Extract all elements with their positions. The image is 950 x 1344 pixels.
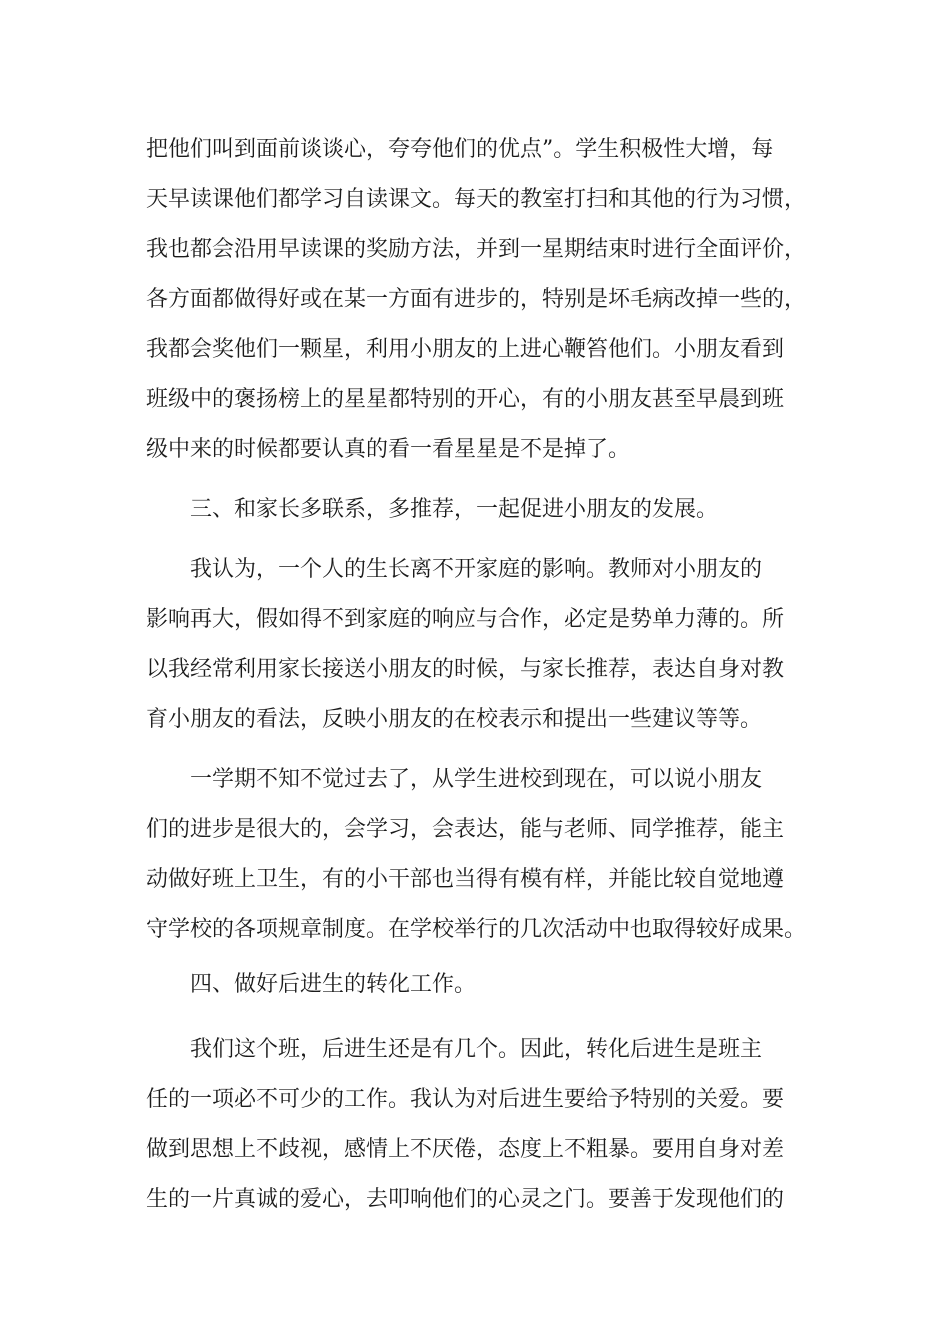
section-heading: 三、和家长多联系，多推荐，一起促进小朋友的发展。 xyxy=(146,497,719,522)
text-line: 育小朋友的看法，反映小朋友的在校表示和提出一些建议等等。 xyxy=(146,707,763,732)
text-line: 影响再大，假如得不到家庭的响应与合作，必定是势单力薄的。所 xyxy=(146,607,785,632)
text-line: 动做好班上卫生，有的小干部也当得有模有样，并能比较自觉地遵 xyxy=(146,867,785,892)
text-line: 我也都会沿用早读课的奖励方法，并到一星期结束时进行全面评价， xyxy=(146,237,807,262)
text-line: 我们这个班，后进生还是有几个。因此，转化后进生是班主 xyxy=(146,1037,763,1062)
text-line: 级中来的时候都要认真的看一看星星是不是掉了。 xyxy=(146,437,631,462)
text-line: 天早读课他们都学习自读课文。每天的教室打扫和其他的行为习惯， xyxy=(146,187,807,212)
text-line: 我认为，一个人的生长离不开家庭的影响。教师对小朋友的 xyxy=(146,557,763,582)
text-line: 生的一片真诚的爱心，去叩响他们的心灵之门。要善于发现他们的 xyxy=(146,1187,785,1212)
text-line: 我都会奖他们一颗星，利用小朋友的上进心鞭笞他们。小朋友看到 xyxy=(146,337,785,362)
text-line: 以我经常利用家长接送小朋友的时候，与家长推荐，表达自身对教 xyxy=(146,657,785,682)
text-line: 任的一项必不可少的工作。我认为对后进生要给予特别的关爱。要 xyxy=(146,1087,785,1112)
text-line: 把他们叫到面前谈谈心，夸夸他们的优点”。学生积极性大增，每 xyxy=(146,137,774,162)
text-line: 们的进步是很大的，会学习，会表达，能与老师、同学推荐，能主 xyxy=(146,817,785,842)
text-line: 一学期不知不觉过去了，从学生进校到现在，可以说小朋友 xyxy=(146,767,763,792)
text-line: 各方面都做得好或在某一方面有进步的，特别是坏毛病改掉一些的， xyxy=(146,287,807,312)
section-heading: 四、做好后进生的转化工作。 xyxy=(146,972,477,997)
text-line: 做到思想上不歧视，感情上不厌倦，态度上不粗暴。要用自身对差 xyxy=(146,1137,785,1162)
text-line: 守学校的各项规章制度。在学校举行的几次活动中也取得较好成果。 xyxy=(146,917,807,942)
text-line: 班级中的褒扬榜上的星星都特别的开心，有的小朋友甚至早晨到班 xyxy=(146,387,785,412)
